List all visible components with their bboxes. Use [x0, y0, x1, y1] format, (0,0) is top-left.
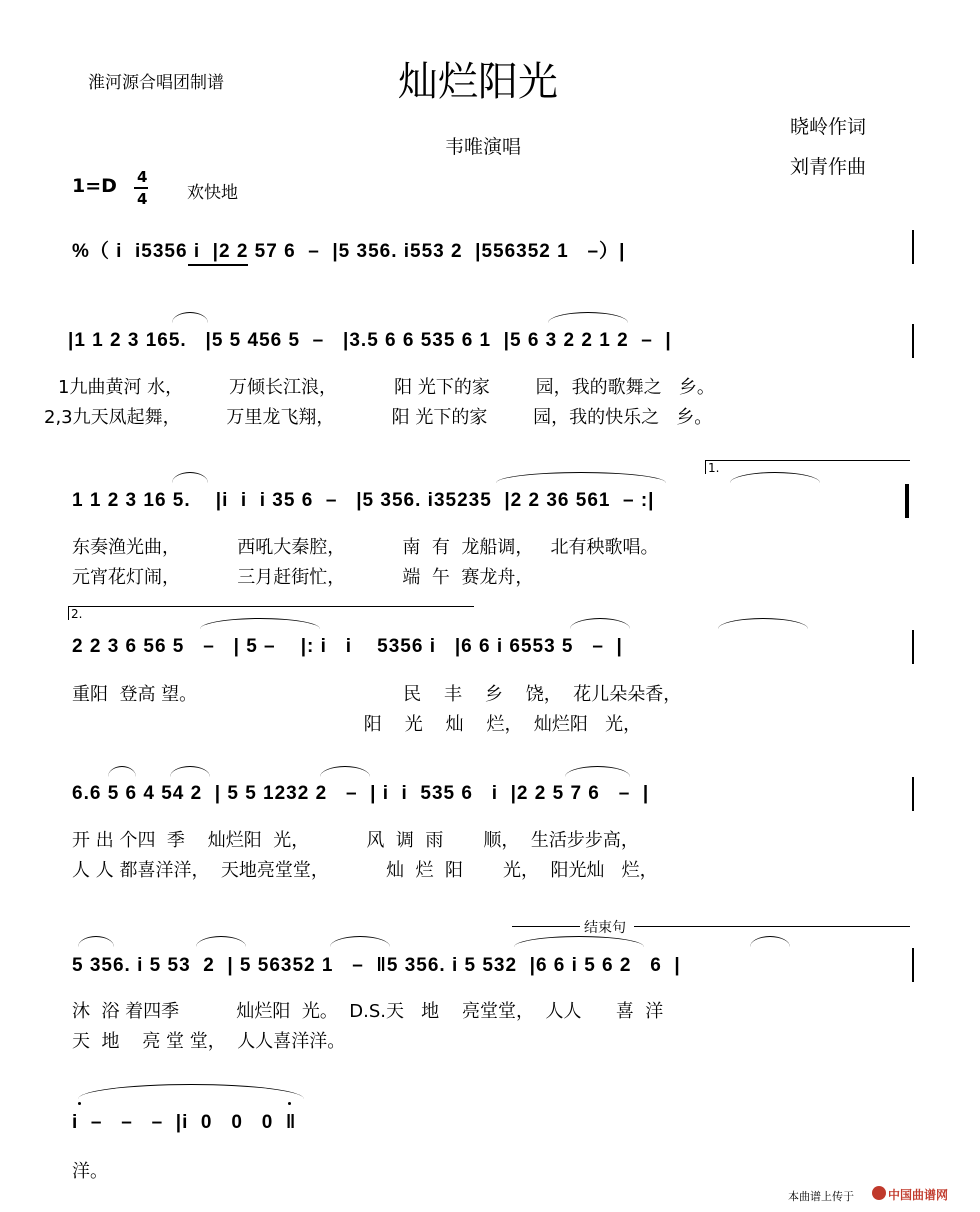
time-sig-bottom: 4: [137, 190, 148, 208]
lyrics-row-5-verse-1: 沐 浴 着四季 灿烂阳 光。 D.S.天 地 亮堂堂， 人人 喜 洋: [72, 1001, 664, 1022]
site-logo-icon: [872, 1186, 886, 1200]
volta-label-1: 1.: [708, 461, 720, 475]
performer-label: 韦唯演唱: [445, 136, 522, 158]
slur: [172, 472, 208, 483]
slur: [108, 766, 136, 777]
notation-row-6: i – – – |i 0 0 0 ‖: [72, 1112, 297, 1133]
slur: [565, 766, 630, 777]
slur: [496, 472, 666, 483]
upload-note: 本曲谱上传于: [788, 1190, 854, 1203]
song-title: 灿烂阳光: [398, 59, 558, 105]
slur: [730, 472, 820, 483]
ending-line-left: [512, 926, 580, 927]
tempo-marking: 欢快地: [187, 183, 238, 203]
notation-row-2: 1 1 2 3 16 5. |i i i 35 6 – |5 356. i35235 |2 2 36 561 – :|: [72, 490, 655, 511]
notation-row-4: 6.6 5 6 4 54 2 | 5 5 1232 2 – | i i 535 6 i |2 2 5 7 6 – |: [72, 783, 650, 804]
time-sig-divider: [134, 187, 148, 189]
notation-row-1: |1 1 2 3 165. |5 5 456 5 – |3.5 6 6 535 6 1 |5 6 3 2 2 1 2 – |: [68, 330, 672, 351]
slur: [200, 618, 320, 629]
ending-line-right: [634, 926, 910, 927]
ending-label: 结束句: [584, 920, 626, 936]
lyrics-row-6-verse-1: 洋。: [72, 1161, 108, 1182]
barline: [912, 630, 914, 664]
slur: [718, 618, 808, 629]
barline: [912, 324, 914, 358]
barline: [912, 230, 914, 264]
composer-label: 刘青作曲: [790, 156, 867, 178]
repeat-end-barline: [905, 484, 909, 518]
slur: [330, 936, 390, 947]
lyricist-label: 晓岭作词: [790, 116, 867, 138]
octave-dot: [78, 1102, 81, 1105]
volta-bracket: [68, 606, 474, 607]
time-sig-top: 4: [137, 168, 148, 186]
slur: [514, 936, 644, 947]
lyrics-row-1-verse-2: 2,3九天凤起舞， 万里龙飞翔， 阳 光下的家 园，我的快乐之 乡。: [44, 407, 713, 428]
slur: [570, 618, 630, 629]
publisher-label: 淮河源合唱团制谱: [88, 73, 224, 93]
lyrics-row-1-verse-1: 1九曲黄河 水， 万倾长江浪， 阳 光下的家 园，我的歌舞之 乡。: [58, 377, 715, 398]
lyrics-row-2-verse-2: 元宵花灯闹， 三月赶街忙， 端 午 赛龙舟，: [72, 567, 534, 588]
slur: [170, 766, 210, 777]
lyrics-row-4-verse-1: 开 出 个四 季 灿烂阳 光， 风 调 雨 顺， 生活步步高，: [72, 830, 639, 851]
tie: [78, 1084, 304, 1099]
volta-bracket-edge: [68, 606, 69, 620]
site-name[interactable]: 中国曲谱网: [888, 1188, 949, 1202]
slur: [172, 312, 208, 323]
lyrics-row-4-verse-2: 人 人 都喜洋洋， 天地亮堂堂， 灿 烂 阳 光， 阳光灿 烂，: [72, 860, 658, 881]
volta-bracket-edge: [705, 460, 706, 474]
beam: [188, 264, 248, 266]
lyrics-row-3-verse-2: 阳 光 灿 烂， 灿烂阳 光，: [72, 714, 642, 735]
slur: [320, 766, 370, 777]
lyrics-row-2-verse-1: 东奏渔光曲， 西吼大秦腔， 南 有 龙船调， 北有秧歌唱。: [72, 537, 659, 558]
barline: [912, 948, 914, 982]
notation-row-5: 5 356. i 5 53 2 | 5 56352 1 – ‖5 356. i 5 532 |6 6 i 5 6 2 6 |: [72, 955, 681, 976]
notation-row-3: 2 2 3 6 56 5 – | 5 – |: i i 5356 i |6 6 i 6553 5 – |: [72, 636, 623, 657]
notation-row-0: %（ i i5356 i |2 2 57 6 – |5 356. i553 2 |556352 1 –）|: [72, 241, 626, 262]
slur: [548, 312, 628, 323]
octave-dot: [288, 1102, 291, 1105]
lyrics-row-3-verse-1: 重阳 登高 望。 民 丰 乡 饶， 花儿朵朵香，: [72, 684, 682, 705]
lyrics-row-5-verse-2: 天 地 亮 堂 堂， 人人喜洋洋。: [72, 1031, 346, 1052]
slur: [78, 936, 114, 947]
volta-bracket: [705, 460, 910, 461]
volta-label-2: 2.: [71, 607, 83, 621]
barline: [912, 777, 914, 811]
key-signature: 1=D: [72, 175, 117, 197]
slur: [196, 936, 246, 947]
slur: [750, 936, 790, 947]
